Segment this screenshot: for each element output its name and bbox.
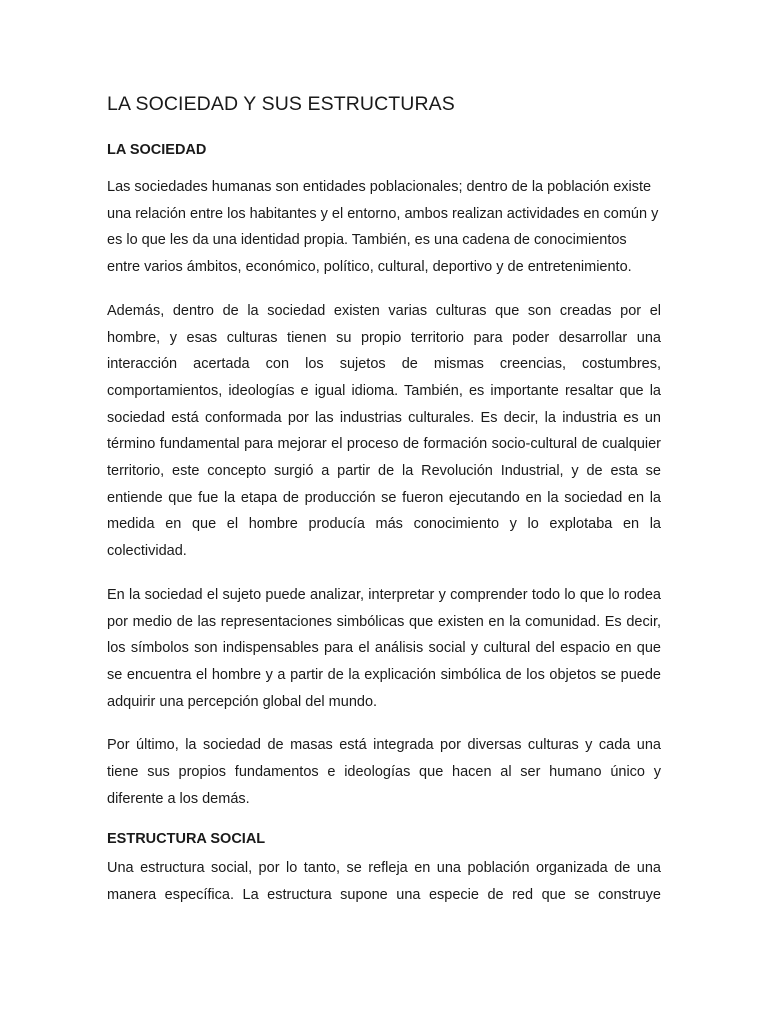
paragraph: Las sociedades humanas son entidades poblacionales; dentro de la población existe una relación entre los habitantes y el entorno, ambos realizan actividades en común y es lo que les da una identidad propia. También, es una cadena de conocimientos entre varios ámbitos, económico, político, cultural, deportivo y de entretenimiento. — [107, 179, 659, 276]
section-heading-estructura-social: ESTRUCTURA SOCIAL — [107, 831, 266, 848]
paragraph: En la sociedad el sujeto puede analizar, interpretar y comprender todo lo que lo rodea por medio de las representaciones simbólicas que existen en la comunidad. Es decir, los símbolos son indispensables para el análisis social y cultural del espacio en que se encuentra el hombre y a partir de la explicación simbólica de los objetos se puede adquirir una percepción global del mundo. — [107, 586, 661, 710]
paragraph: Una estructura social, por lo tanto, se refleja en una población organizada de una manera específica. La estructura supone una especie de red que se construye — [107, 860, 661, 904]
document-title: LA SOCIEDAD Y SUS ESTRUCTURAS — [107, 93, 455, 115]
document-page — [107, 90, 661, 909]
section-heading-la-sociedad: LA SOCIEDAD — [107, 142, 207, 158]
paragraph: Además, dentro de la sociedad existen varias culturas que son creadas por el hombre, y esas culturas tienen su propio territorio para poder desarrollar una interacción acertada con los sujetos de mismas creencias, costumbres, comportamientos, ideologías e igual idioma. También, es importante resaltar que la sociedad está conformada por las industrias culturales. Es decir, la industria es un término fundamental para mejorar el proceso de formación socio-cultural de cualquier territorio, este concepto surgió a partir de la Revolución Industrial, y de esta se entiende que fue la etapa de producción se fueron ejecutando en la sociedad en la medida en que el hombre producía más conocimiento y lo explotaba en la colectividad. — [107, 302, 661, 560]
paragraph: Por último, la sociedad de masas está integrada por diversas culturas y cada una tiene sus propios fundamentos e ideologías que hacen al ser humano único y diferente a los demás. — [107, 737, 661, 807]
